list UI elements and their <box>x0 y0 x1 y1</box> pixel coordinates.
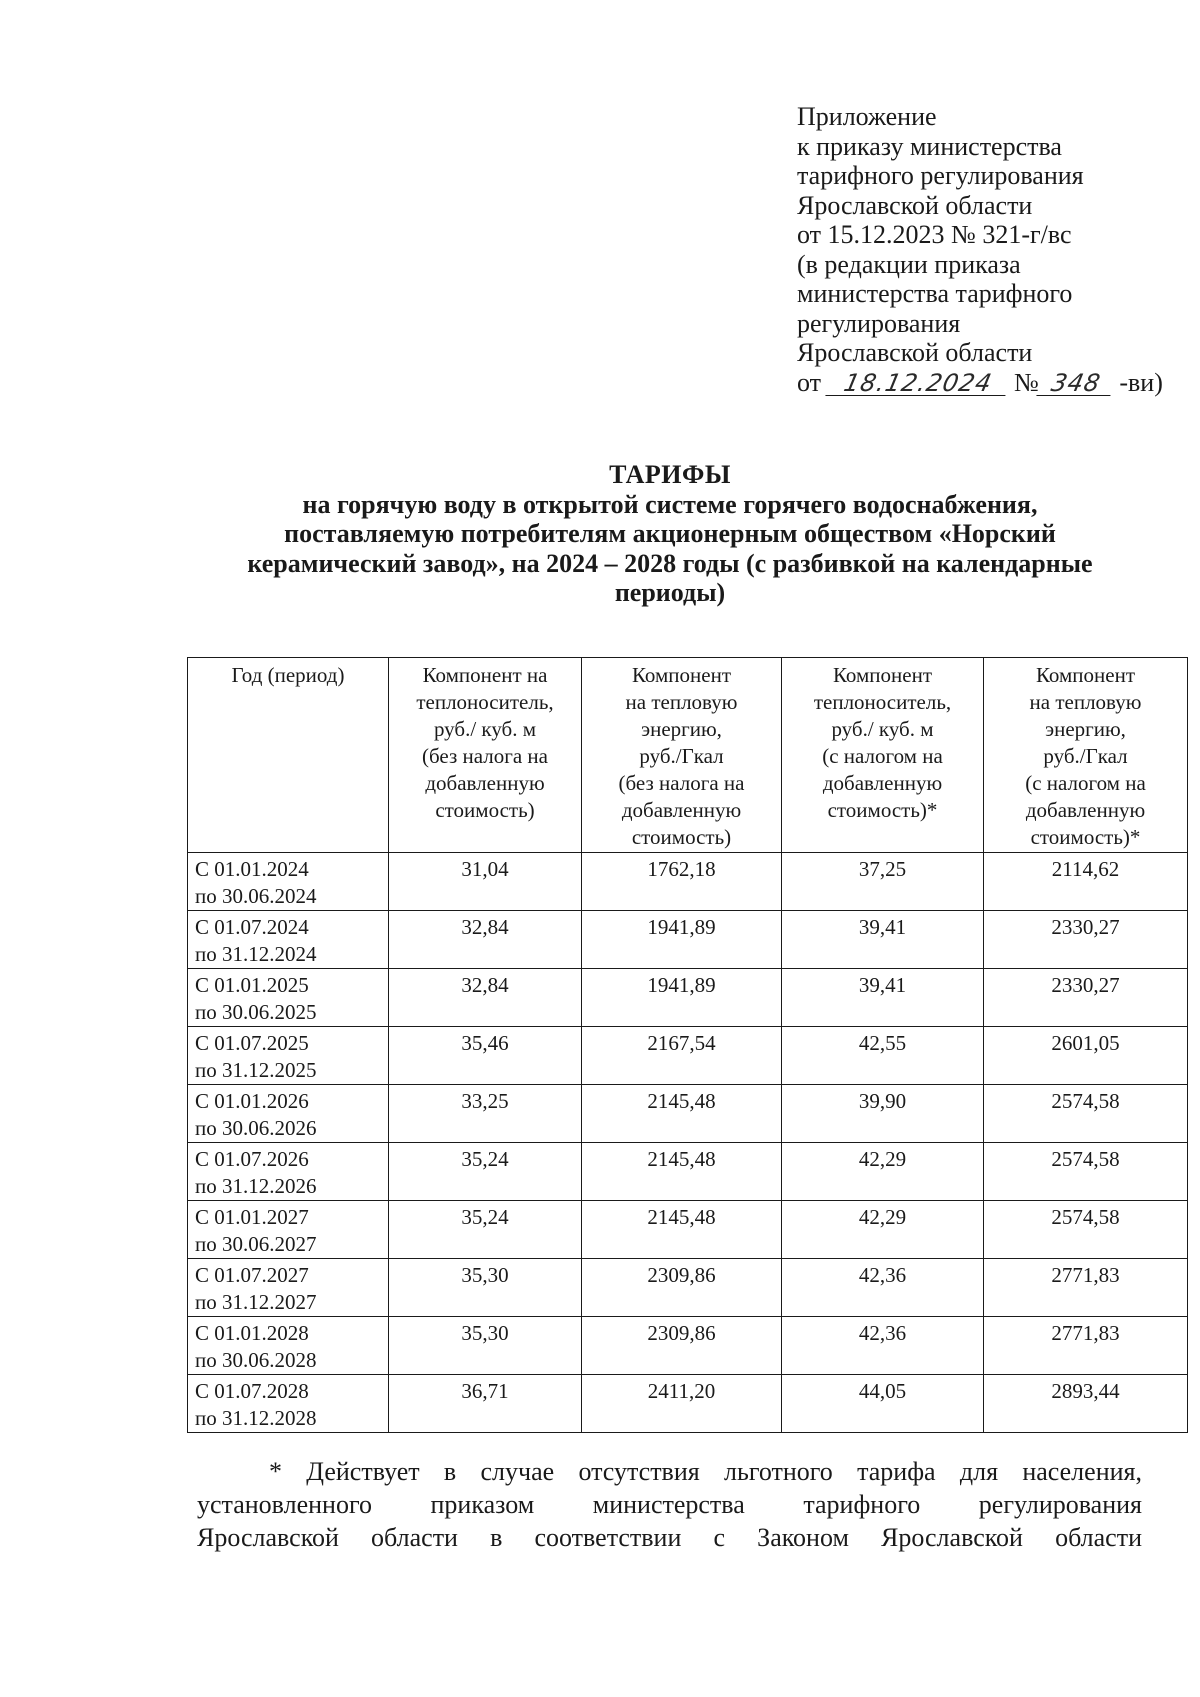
period-to: по 30.06.2028 <box>195 1348 317 1372</box>
footnote-line: установленного приказом министерства тарифного регулирования <box>197 1490 1142 1519</box>
handwritten-number: 348 <box>1036 371 1115 396</box>
table-row <box>188 1027 1188 1085</box>
value-energy-vat: 2771,83 <box>984 1317 1188 1375</box>
appendix-line: к приказу министерства <box>797 131 1062 161</box>
table-row <box>188 911 1188 969</box>
value-energy-vat: 2330,27 <box>984 911 1188 969</box>
header-energy-no-vat <box>582 658 782 853</box>
value-carrier-vat: 42,36 <box>782 1317 984 1375</box>
header-period <box>188 658 389 853</box>
value-carrier-no-vat: 32,84 <box>389 911 582 969</box>
footnote <box>197 1455 1142 1554</box>
period-from: С 01.07.2026 <box>195 1147 309 1171</box>
header-carrier-no-vat <box>389 658 582 853</box>
value-carrier-no-vat: 33,25 <box>389 1085 582 1143</box>
table-row <box>188 969 1188 1027</box>
header-text: добавленную <box>1025 798 1146 822</box>
period-to: по 31.12.2026 <box>195 1174 317 1198</box>
period-cell <box>188 1375 389 1433</box>
appendix-prefix: от <box>797 367 822 397</box>
title-line: на горячую воду в открытой системе горячего водоснабжения, <box>302 489 1038 519</box>
value-carrier-no-vat: 35,30 <box>389 1259 582 1317</box>
document-title <box>180 460 1160 608</box>
value-energy-vat: 2574,58 <box>984 1201 1188 1259</box>
header-text: (без налога на <box>618 771 745 795</box>
value-carrier-vat: 39,41 <box>782 911 984 969</box>
value-energy-vat: 2114,62 <box>984 853 1188 911</box>
table-row <box>188 1259 1188 1317</box>
title-line: периоды) <box>614 578 726 607</box>
period-from: С 01.07.2028 <box>195 1379 309 1403</box>
appendix-line: (в редакции приказа <box>797 249 1021 279</box>
header-text: Компонент <box>1035 663 1136 687</box>
value-energy-vat: 2771,83 <box>984 1259 1188 1317</box>
period-cell <box>188 969 389 1027</box>
period-cell <box>188 1027 389 1085</box>
value-carrier-vat: 42,29 <box>782 1143 984 1201</box>
period-from: С 01.01.2024 <box>195 857 309 881</box>
value-carrier-no-vat: 35,24 <box>389 1143 582 1201</box>
period-cell <box>188 1201 389 1259</box>
period-to: по 30.06.2026 <box>195 1116 317 1140</box>
period-from: С 01.07.2024 <box>195 915 309 939</box>
period-to: по 31.12.2027 <box>195 1290 317 1314</box>
header-text: руб./Гкал <box>639 744 724 768</box>
period-from: С 01.01.2025 <box>195 973 309 997</box>
header-text: руб./Гкал <box>1043 744 1128 768</box>
value-carrier-no-vat: 36,71 <box>389 1375 582 1433</box>
appendix-line: Ярославской области <box>797 190 1033 220</box>
period-to: по 30.06.2025 <box>195 1000 317 1024</box>
appendix-block <box>797 102 1177 397</box>
value-energy-no-vat: 1941,89 <box>582 969 782 1027</box>
value-energy-vat: 2574,58 <box>984 1085 1188 1143</box>
period-to: по 30.06.2024 <box>195 884 317 908</box>
header-text: добавленную <box>822 771 943 795</box>
title-line: керамический завод», на 2024 – 2028 годы (с разбивкой на календарные <box>247 548 1093 578</box>
value-energy-no-vat: 2167,54 <box>582 1027 782 1085</box>
period-from: С 01.01.2026 <box>195 1089 309 1113</box>
appendix-line: регулирования <box>797 308 961 338</box>
value-carrier-no-vat: 35,46 <box>389 1027 582 1085</box>
period-cell <box>188 1143 389 1201</box>
table-row <box>188 1317 1188 1375</box>
header-carrier-vat <box>782 658 984 853</box>
header-text: стоимость)* <box>827 798 938 822</box>
value-carrier-no-vat: 32,84 <box>389 969 582 1027</box>
appendix-edition-line <box>797 368 1177 398</box>
title-line: поставляемую потребителям акционерным обществом «Норский <box>284 519 1056 548</box>
period-to: по 31.12.2025 <box>195 1058 317 1082</box>
value-energy-no-vat: 2145,48 <box>582 1201 782 1259</box>
title-main: ТАРИФЫ <box>609 460 731 489</box>
table-header-row <box>188 658 1188 853</box>
period-from: С 01.01.2027 <box>195 1205 309 1229</box>
value-energy-no-vat: 2309,86 <box>582 1317 782 1375</box>
value-carrier-vat: 39,90 <box>782 1085 984 1143</box>
header-text: теплоноситель, <box>813 690 952 714</box>
period-from: С 01.07.2025 <box>195 1031 309 1055</box>
appendix-line: от 15.12.2023 № 321-г/вс <box>797 220 1072 249</box>
header-text: на тепловую <box>1029 690 1142 714</box>
header-energy-vat <box>984 658 1188 853</box>
value-carrier-vat: 37,25 <box>782 853 984 911</box>
appendix-line: министерства тарифного <box>797 279 1073 308</box>
period-cell <box>188 1085 389 1143</box>
header-text: (с налогом на <box>1025 771 1146 795</box>
header-text: руб./ куб. м <box>433 717 537 741</box>
number-sign: № <box>1014 367 1039 397</box>
table-row <box>188 853 1188 911</box>
value-carrier-vat: 39,41 <box>782 969 984 1027</box>
value-energy-vat: 2601,05 <box>984 1027 1188 1085</box>
header-text: Компонент на <box>422 663 548 687</box>
value-carrier-no-vat: 35,24 <box>389 1201 582 1259</box>
footnote-line: * Действует в случае отсутствия льготного тарифа для населения, <box>269 1457 1142 1486</box>
appendix-line: Ярославской области <box>797 338 1033 367</box>
value-energy-no-vat: 1762,18 <box>582 853 782 911</box>
header-text: (с налогом на <box>822 744 943 768</box>
period-cell <box>188 911 389 969</box>
header-text: энергию, <box>1045 717 1126 741</box>
period-cell <box>188 1317 389 1375</box>
header-text: (без налога на <box>422 744 548 768</box>
period-to: по 31.12.2028 <box>195 1406 317 1430</box>
header-text: энергию, <box>641 717 722 741</box>
value-carrier-no-vat: 35,30 <box>389 1317 582 1375</box>
header-text: добавленную <box>621 798 742 822</box>
appendix-line: Приложение <box>797 102 937 131</box>
header-text: стоимость) <box>631 825 732 849</box>
value-energy-no-vat: 2309,86 <box>582 1259 782 1317</box>
header-text: добавленную <box>425 771 545 795</box>
value-energy-no-vat: 2411,20 <box>582 1375 782 1433</box>
table-row <box>188 1143 1188 1201</box>
value-carrier-vat: 42,29 <box>782 1201 984 1259</box>
header-text: Компонент <box>832 663 933 687</box>
value-energy-no-vat: 2145,48 <box>582 1143 782 1201</box>
value-energy-no-vat: 1941,89 <box>582 911 782 969</box>
value-energy-vat: 2574,58 <box>984 1143 1188 1201</box>
table-row <box>188 1085 1188 1143</box>
appendix-line: тарифного регулирования <box>797 161 1084 190</box>
table-row <box>188 1201 1188 1259</box>
value-energy-no-vat: 2145,48 <box>582 1085 782 1143</box>
value-carrier-vat: 42,55 <box>782 1027 984 1085</box>
header-text: руб./ куб. м <box>831 717 934 741</box>
header-text: стоимость)* <box>1030 825 1141 849</box>
header-text: Год (период) <box>231 663 345 687</box>
appendix-suffix: -ви) <box>1119 367 1163 397</box>
value-carrier-no-vat: 31,04 <box>389 853 582 911</box>
footnote-line: Ярославской области в соответствии с Законом Ярославской области <box>197 1523 1142 1552</box>
value-carrier-vat: 44,05 <box>782 1375 984 1433</box>
header-text: на тепловую <box>625 690 738 714</box>
value-energy-vat: 2330,27 <box>984 969 1188 1027</box>
header-text: теплоноситель, <box>416 690 554 714</box>
period-cell <box>188 1259 389 1317</box>
value-energy-vat: 2893,44 <box>984 1375 1188 1433</box>
period-from: С 01.07.2027 <box>195 1263 309 1287</box>
handwritten-date: 18.12.2024 <box>825 371 1010 396</box>
header-text: Компонент <box>631 663 732 687</box>
period-cell <box>188 853 389 911</box>
header-text: стоимость) <box>435 798 535 822</box>
period-to: по 30.06.2027 <box>195 1232 317 1256</box>
table-row <box>188 1375 1188 1433</box>
value-carrier-vat: 42,36 <box>782 1259 984 1317</box>
period-to: по 31.12.2024 <box>195 942 317 966</box>
period-from: С 01.01.2028 <box>195 1321 309 1345</box>
tariff-table <box>187 657 1188 1433</box>
